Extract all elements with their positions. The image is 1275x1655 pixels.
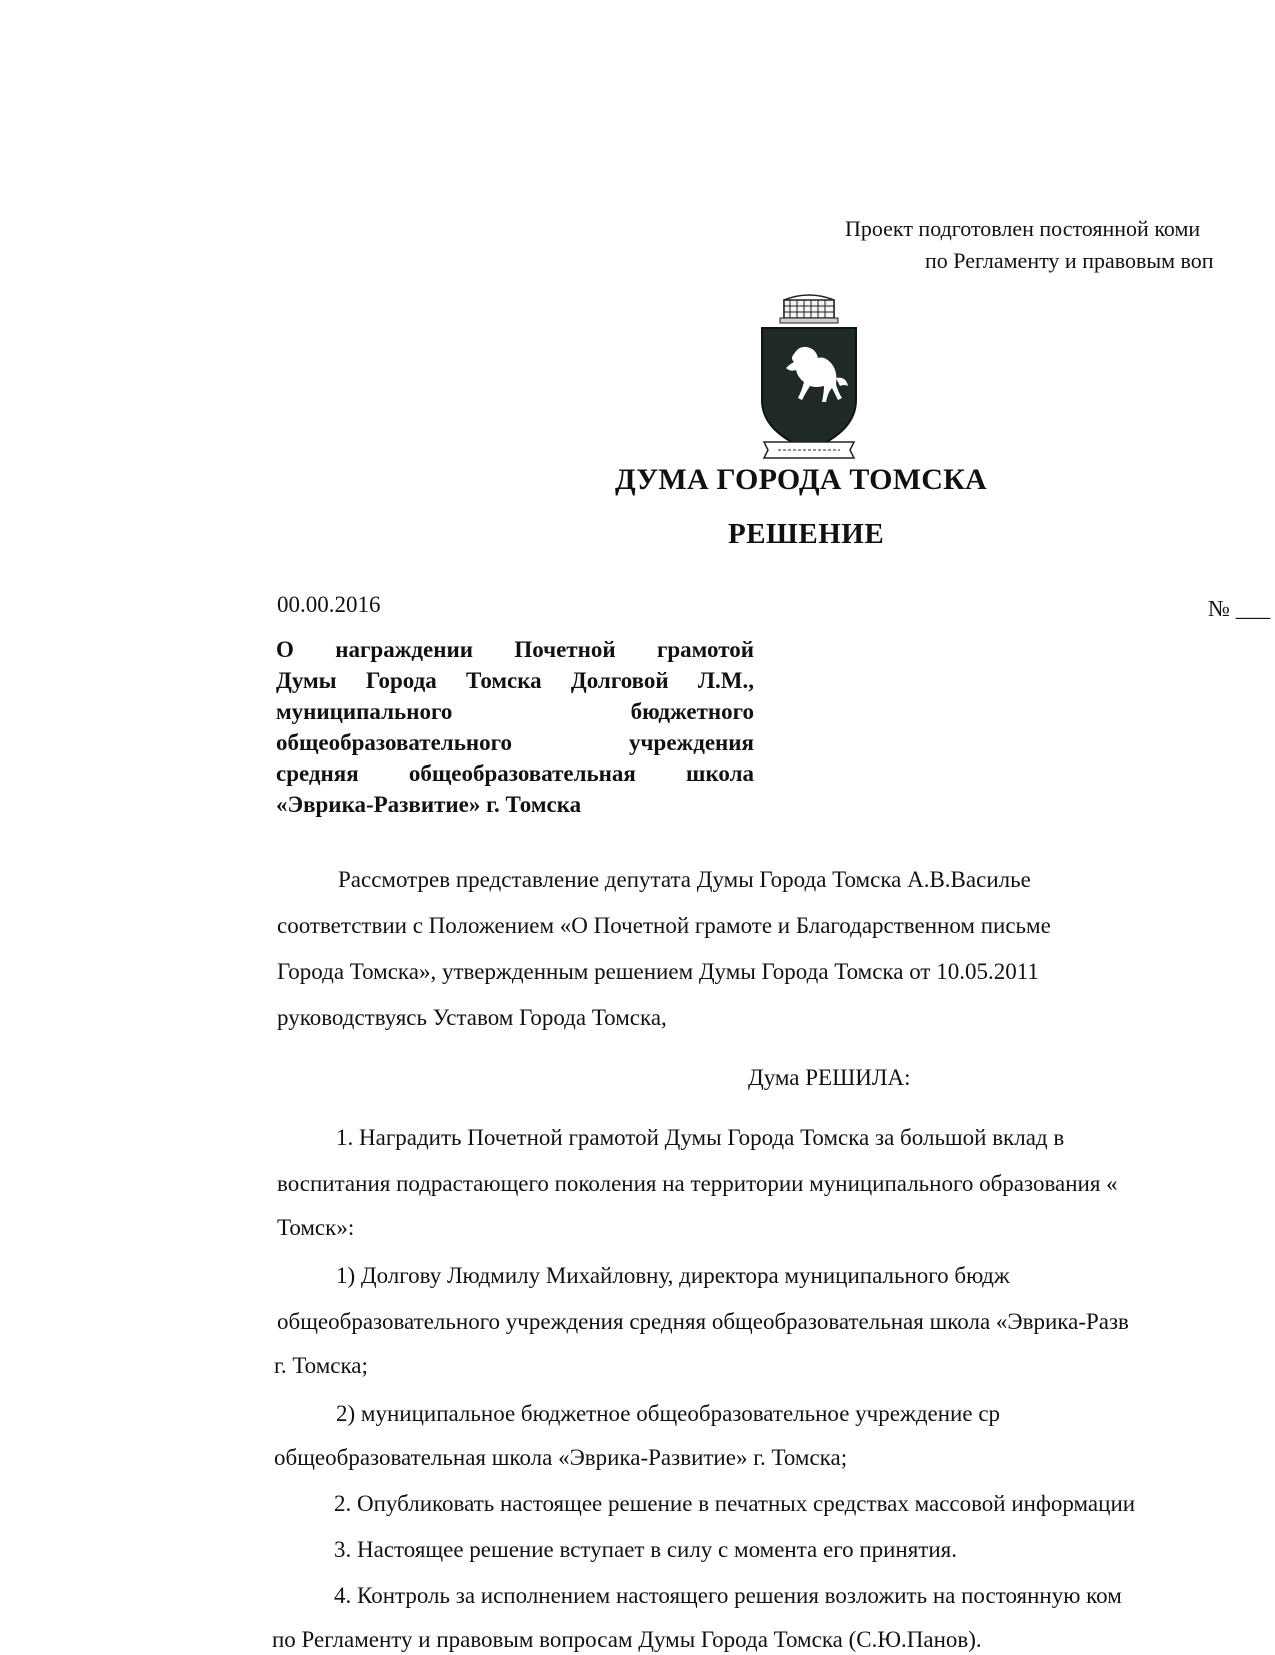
document-number: № ___ [1208,596,1271,621]
item-1-line: 1. Наградить Почетной грамотой Думы Города Томска за большой вклад в [336,1125,1065,1150]
document-date: 00.00.2016 [277,592,381,617]
item-3: 3. Настоящее решение вступает в силу с момента его принятия. [334,1537,958,1562]
subject-line: муниципального бюджетного [276,699,754,724]
preamble-line: руководствуясь Уставом Города Томска, [277,1005,667,1030]
subject-line: средняя общеобразовательная школа [276,761,754,786]
subject-line: О награждении Почетной грамотой [276,637,754,662]
item-2: 2. Опубликовать настоящее решение в печатных средствах массовой информации [334,1491,1136,1516]
header-note-line-1: Проект подготовлен постоянной коми [845,216,1201,241]
preamble-line: Города Томска», утвержденным решением Думы Города Томска от 10.05.2011 [277,959,1039,984]
subject-line: «Эврика-Развитие» г. Томска [276,792,582,817]
item-4-line: 4. Контроль за исполнением настоящего решения возложить на постоянную ком [334,1583,1122,1608]
preamble-line: Рассмотрев представление депутата Думы Города Томска А.В.Василье [338,867,1031,892]
item-4-line: по Регламенту и правовым вопросам Думы Города Томска (С.Ю.Панов). [272,1627,982,1652]
motto-ribbon-icon [764,442,854,458]
item-1-2-line: 2) муниципальное бюджетное общеобразовательное учреждение ср [336,1401,1001,1426]
item-1-line: воспитания подрастающего поколения на территории муниципального образования « [277,1171,1118,1196]
item-1-2-line: общеобразовательная школа «Эврика-Развитие» г. Томска; [274,1445,848,1470]
subject-line: общеобразовательного учреждения [276,730,754,755]
item-1-1-line: общеобразовательного учреждения средняя общеобразовательная школа «Эврика-Разв [277,1309,1129,1334]
crown-icon [780,295,838,323]
subject-block [276,634,754,820]
subject-line: Думы Города Томска Долговой Л.М., [276,668,754,693]
item-1-1-line: г. Томска; [274,1353,368,1378]
org-title: ДУМА ГОРОДА ТОМСКА [615,463,987,496]
document-type: РЕШЕНИЕ [728,518,885,550]
item-1-1-line: 1) Долгову Людмилу Михайловну, директора муниципального бюдж [336,1263,1010,1288]
header-note-line-2: по Регламенту и правовым воп [925,248,1214,273]
item-1-line: Томск»: [277,1215,355,1240]
resolved-heading: Дума РЕШИЛА: [748,1065,911,1090]
tomsk-coat-of-arms-icon [754,292,864,468]
preamble-line: соответствии с Положением «О Почетной грамоте и Благодарственном письме [277,913,1051,938]
